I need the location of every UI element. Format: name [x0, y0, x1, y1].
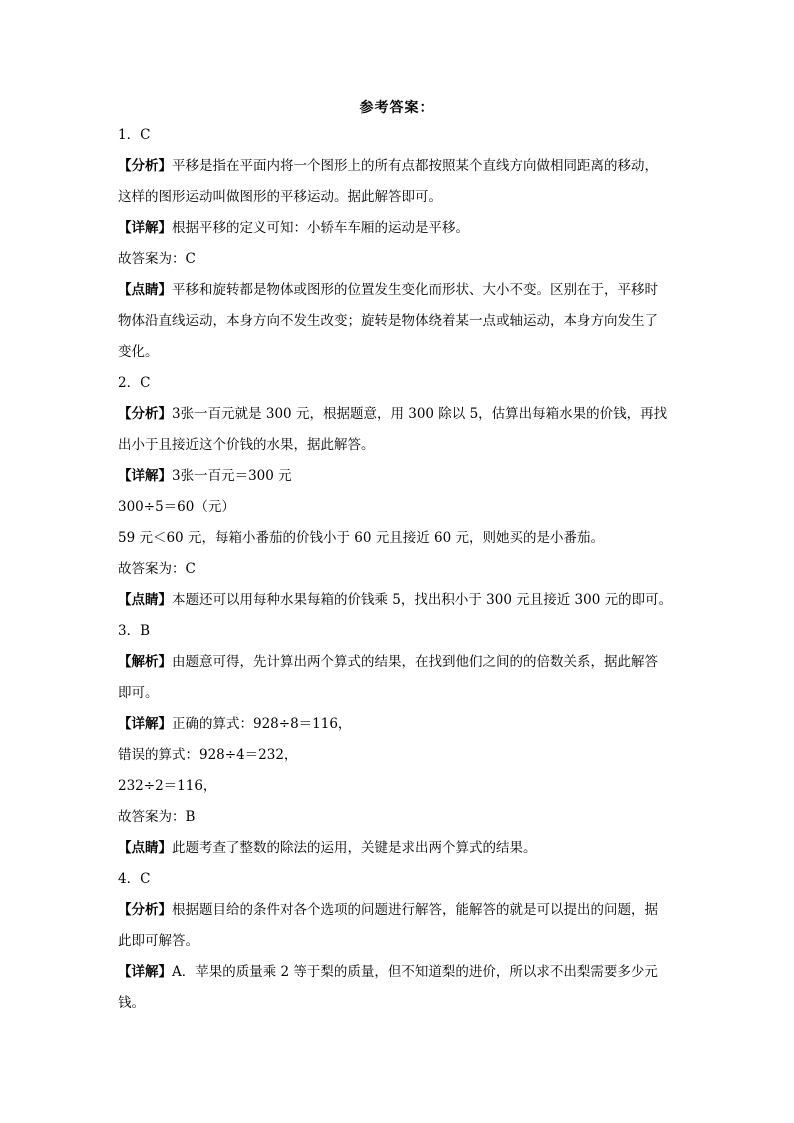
question-2-detail-cont: 300÷5＝60（元） — [118, 499, 235, 515]
question-1-answer: 故答案为：C — [118, 251, 196, 267]
detail-text: 正确的算式：928÷8＝116， — [172, 716, 352, 732]
question-2-number: 2．C — [118, 375, 151, 391]
analysis-tag: 【分析】 — [118, 406, 172, 422]
question-2-tip — [118, 585, 693, 616]
detail-text: A．苹果的质量乘 2 等于梨的质量，但不知道梨的进价，所以求不出梨需要多少元 — [172, 964, 658, 980]
tip-text: 本题还可以用每种水果每箱的价钱乘 5，找出积小于 300 元且接近 300 元的即可。 — [172, 592, 673, 608]
analysis-text: 3张一百元就是 300 元，根据题意，用 300 除以 5，估算出每箱水果的价钱，再找 — [172, 406, 668, 422]
question-2-analysis-cont: 出小于且接近这个价钱的水果，据此解答。 — [118, 437, 375, 453]
tip-tag: 【点睛】 — [118, 840, 172, 856]
question-3-analysis-cont: 即可。 — [118, 685, 159, 701]
page-title: 参考答案： — [359, 100, 435, 116]
question-3-detail-cont: 错误的算式：928÷4＝232， — [118, 747, 298, 763]
question-1-tip-cont: 变化。 — [118, 344, 159, 360]
detail-tag: 【详解】 — [118, 468, 172, 484]
question-4-detail — [118, 957, 693, 988]
question-4-detail-cont: 钱。 — [118, 995, 145, 1011]
question-3-answer: 故答案为：B — [118, 809, 196, 825]
question-1-analysis — [118, 151, 693, 182]
detail-tag: 【详解】 — [118, 220, 172, 236]
tip-tag: 【点睛】 — [118, 282, 172, 298]
question-1-analysis-cont: 这样的图形运动叫做图形的平移运动。据此解答即可。 — [118, 189, 442, 205]
detail-text: 根据平移的定义可知：小轿车车厢的运动是平移。 — [172, 220, 469, 236]
question-4-number: 4．C — [118, 871, 151, 887]
tip-text: 平移和旋转都是物体或图形的位置发生变化而形状、大小不变。区别在于，平移时 — [172, 282, 658, 298]
question-3-number: 3．B — [118, 623, 151, 639]
tip-text: 此题考查了整数的除法的运用，关键是求出两个算式的结果。 — [172, 840, 537, 856]
question-2-analysis — [118, 399, 693, 430]
question-4-analysis-cont: 此即可解答。 — [118, 933, 199, 949]
question-2-answer: 故答案为：C — [118, 561, 196, 577]
question-1-number: 1．C — [118, 127, 151, 143]
analysis-tag: 【分析】 — [118, 902, 172, 918]
detail-tag: 【详解】 — [118, 716, 172, 732]
question-2-detail-cont: 59 元＜60 元，每箱小番茄的价钱小于 60 元且接近 60 元，则她买的是小番茄。 — [118, 530, 604, 546]
analysis-text: 根据题目给的条件对各个选项的问题进行解答，能解答的就是可以提出的问题，据 — [172, 902, 658, 918]
question-1-detail — [118, 213, 693, 244]
question-3-analysis — [118, 647, 693, 678]
detail-tag: 【详解】 — [118, 964, 172, 980]
question-3-detail-cont: 232÷2＝116， — [118, 778, 217, 794]
analysis-text: 由题意可得，先计算出两个算式的结果，在找到他们之间的的倍数关系，据此解答 — [172, 654, 658, 670]
analysis-text: 平移是指在平面内将一个图形上的所有点都按照某个直线方向做相同距离的移动， — [172, 158, 658, 174]
detail-text: 3张一百元＝300 元 — [172, 468, 292, 484]
answer-content — [118, 120, 693, 1019]
question-2-detail — [118, 461, 693, 492]
analysis-tag: 【解析】 — [118, 654, 172, 670]
analysis-tag: 【分析】 — [118, 158, 172, 174]
question-1-tip-cont: 物体沿直线运动，本身方向不发生改变；旋转是物体绕着某一点或轴运动，本身方向发生了 — [118, 313, 658, 329]
question-3-detail — [118, 709, 693, 740]
question-1-tip — [118, 275, 693, 306]
question-3-tip — [118, 833, 693, 864]
question-4-analysis — [118, 895, 693, 926]
tip-tag: 【点睛】 — [118, 592, 172, 608]
